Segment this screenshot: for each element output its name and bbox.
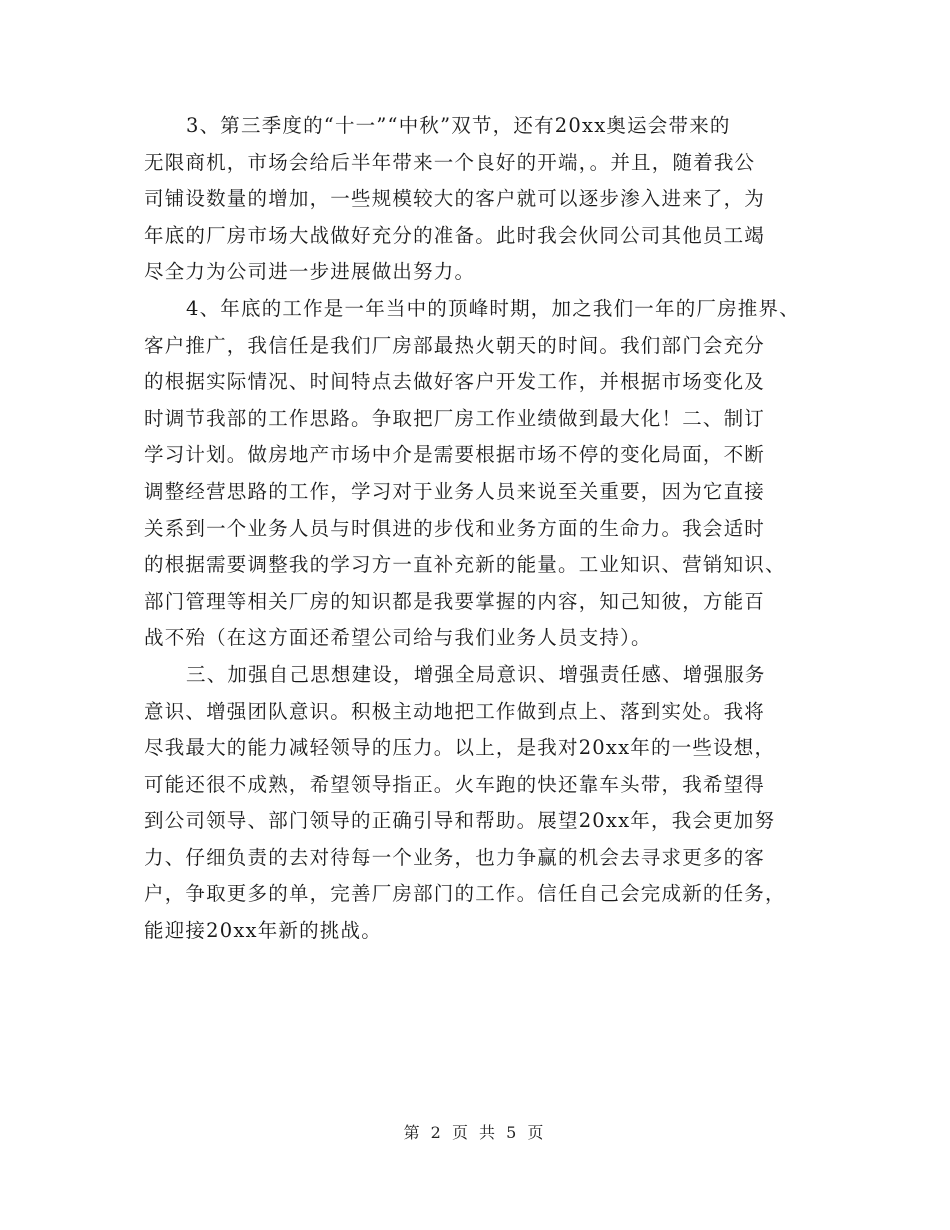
- text-line: 可能还很不成熟，希望领导指正。火车跑的快还靠车头带，我希望得: [144, 772, 766, 796]
- text-line: 力、仔细负责的去对待每一个业务，也力争赢的机会去寻求更多的客: [144, 845, 766, 869]
- text-line: 的根据实际情况、时间特点去做好客户开发工作，并根据市场变化及: [144, 370, 766, 394]
- text-line: 部门管理等相关厂房的知识都是我要掌握的内容，知己知彼，方能百: [144, 589, 766, 613]
- text-line: 户，争取更多的单，完善厂房部门的工作。信任自己会完成新的任务，: [144, 882, 786, 906]
- text-line: 意识、增强团队意识。积极主动地把工作做到点上、落到实处。我将: [144, 699, 766, 723]
- paragraph-self-improvement: [144, 657, 824, 950]
- body-text: [144, 108, 824, 950]
- text-line: 3、第三季度的“十一”“中秋”双节，还有20xx奥运会带来的: [186, 114, 731, 137]
- page-number-label: 第 2 页 共 5 页: [403, 1123, 547, 1142]
- text-line: 调整经营思路的工作，学习对于业务人员来说至关重要，因为它直接: [144, 479, 766, 503]
- text-line: 时调节我部的工作思路。争取把厂房工作业绩做到最大化！二、制订: [144, 406, 766, 430]
- text-line: 尽我最大的能力减轻领导的压力。以上，是我对20xx年的一些设想，: [144, 736, 776, 760]
- text-line: 4、年底的工作是一年当中的顶峰时期，加之我们一年的厂房推界、: [186, 296, 800, 320]
- paragraph-third-quarter: [144, 108, 824, 291]
- text-line: 关系到一个业务人员与时俱进的步伐和业务方面的生命力。我会适时: [144, 516, 766, 540]
- text-line: 司铺设数量的增加，一些规模较大的客户就可以逐步渗入进来了，为: [144, 187, 766, 211]
- text-line: 到公司领导、部门领导的正确引导和帮助。展望20xx年，我会更加努: [144, 809, 776, 833]
- paragraph-year-end: [144, 291, 824, 657]
- text-line: 无限商机，市场会给后半年带来一个良好的开端，。并且，随着我公: [144, 150, 756, 174]
- text-line: 能迎接20xx年新的挑战。: [144, 919, 382, 943]
- page-footer: [0, 1120, 950, 1143]
- text-line: 的根据需要调整我的学习方一直补充新的能量。工业知识、营销知识、: [144, 553, 786, 577]
- text-line: 战不殆（在这方面还希望公司给与我们业务人员支持）。: [144, 626, 652, 650]
- text-line: 学习计划。做房地产市场中介是需要根据市场不停的变化局面，不断: [144, 443, 766, 467]
- text-line: 客户推广，我信任是我们厂房部最热火朝天的时间。我们部门会充分: [144, 333, 766, 357]
- text-line: 三、加强自己思想建设，增强全局意识、增强责任感、增强服务: [186, 662, 766, 686]
- text-line: 尽全力为公司进一步进展做出努力。: [144, 260, 476, 284]
- text-line: 年底的厂房市场大战做好充分的准备。此时我会伙同公司其他员工竭: [144, 223, 766, 247]
